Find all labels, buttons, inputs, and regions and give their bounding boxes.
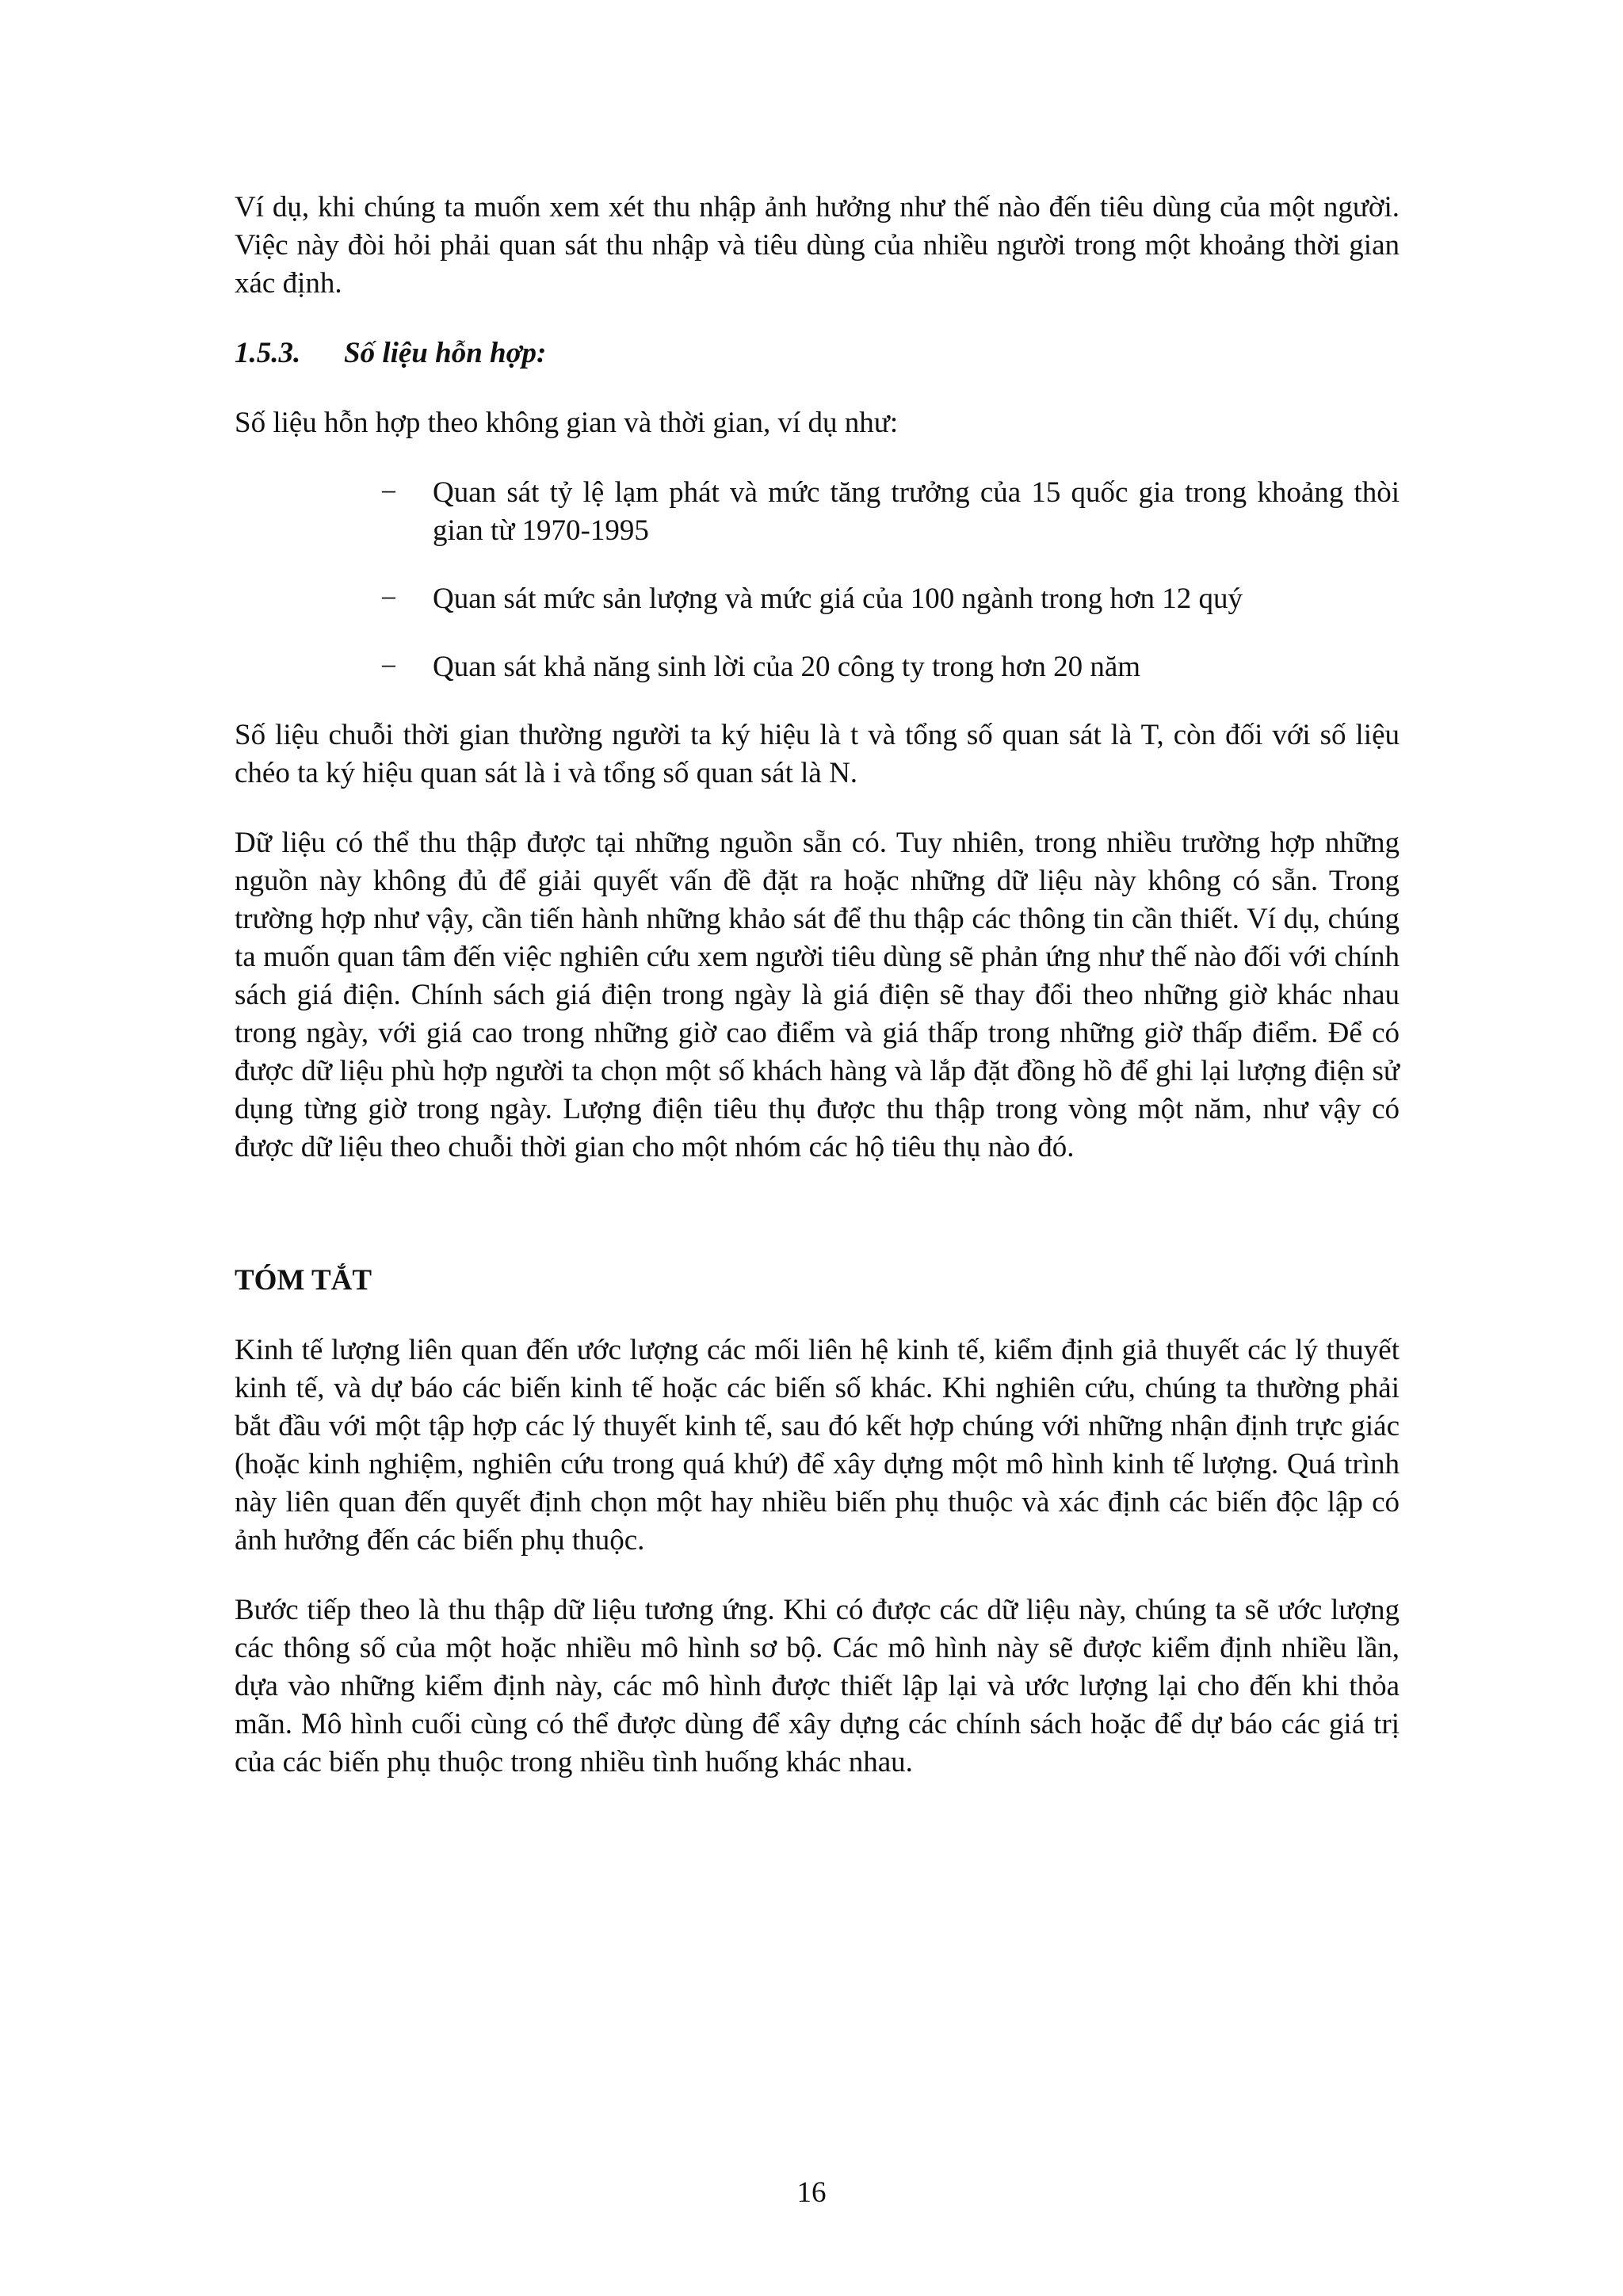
list-item [235, 474, 1400, 550]
bullet-dash: − [380, 583, 397, 615]
section-number: 1.5.3. [235, 337, 301, 369]
list-item [235, 580, 1400, 618]
summary-paragraph-2: Bước tiếp theo là thu thập dữ liệu tương ứng. Khi có được các dữ liệu này, chúng ta sẽ ước lượng các thông số của một hoặc nhiều mô hình sơ bộ. Các mô hình này sẽ được kiểm định nhiều lần, dựa vào những kiểm định này, các mô hình được thiết lập lại và ước lượng lại cho đến khi thỏa mãn. Mô hình cuối cùng có thể được dùng để xây dựng các chính sách hoặc để dự báo các giá trị của các biến phụ thuộc trong nhiều tình huống khác nhau. [235, 1594, 1400, 1778]
summary-paragraph-1: Kinh tế lượng liên quan đến ước lượng các mối liên hệ kinh tế, kiểm định giả thuyết các lý thuyết kinh tế, và dự báo các biến kinh tế hoặc các biến số khác. Khi nghiên cứu, chúng ta thường phải bắt đầu với một tập hợp các lý thuyết kinh tế, sau đó kết hợp chúng với những nhận định trực giác (hoặc kinh nghiệm, nghiên cứu trong quá khứ) để xây dựng một mô hình kinh tế lượng. Quá trình này liên quan đến quyết định chọn một hay nhiều biến phụ thuộc và xác định các biến độc lập có ảnh hưởng đến các biến phụ thuộc. [235, 1334, 1400, 1557]
list-item [235, 648, 1400, 686]
notation-paragraph: Số liệu chuỗi thời gian thường người ta ký hiệu là t và tổng số quan sát là T, còn đối với số liệu chéo ta ký hiệu quan sát là i và tổng số quan sát là N. [235, 719, 1400, 789]
bullet-text: Quan sát mức sản lượng và mức giá của 100 ngành trong hơn 12 quý [433, 583, 1243, 615]
section-lead-paragraph: Số liệu hỗn hợp theo không gian và thời gian, ví dụ như: [235, 407, 899, 439]
intro-paragraph: Ví dụ, khi chúng ta muốn xem xét thu nhập ảnh hưởng như thế nào đến tiêu dùng của một người. Việc này đòi hỏi phải quan sát thu nhập và tiêu dùng của nhiều người trong một khoảng thời gian xác định. [235, 191, 1400, 300]
bullet-text: Quan sát khả năng sinh lời của 20 công ty trong hơn 20 năm [433, 651, 1141, 683]
section-title: Số liệu hỗn hợp: [344, 337, 547, 369]
document-page [235, 189, 1400, 1782]
summary-heading: TÓM TẮT [235, 1264, 372, 1297]
bullet-dash: − [380, 651, 397, 683]
data-paragraph: Dữ liệu có thể thu thập được tại những nguồn sẵn có. Tuy nhiên, trong nhiều trường hợp những nguồn này không đủ để giải quyết vấn đề đặt ra hoặc những dữ liệu này không có sẵn. Trong trường hợp như vậy, cần tiến hành những khảo sát để thu thập các thông tin cần thiết. Ví dụ, chúng ta muốn quan tâm đến việc nghiên cứu xem người tiêu dùng sẽ phản ứng như thế nào đối với chính sách giá điện. Chính sách giá điện trong ngày là giá điện sẽ thay đổi theo những giờ khác nhau trong ngày, với giá cao trong những giờ cao điểm và giá thấp trong những giờ thấp điểm. Để có được dữ liệu phù hợp người ta chọn một số khách hàng và lắp đặt đồng hồ để ghi lại lượng điện sử dụng từng giờ trong ngày. Lượng điện tiêu thụ được thu thập trong vòng một năm, như vậy có được dữ liệu theo chuỗi thời gian cho một nhóm các hộ tiêu thụ nào đó. [235, 827, 1400, 1163]
page-number: 16 [796, 2176, 827, 2209]
bullet-list [235, 474, 1400, 686]
bullet-dash: − [380, 476, 397, 509]
section-heading [235, 334, 1400, 372]
bullet-text: Quan sát tỷ lệ lạm phát và mức tăng trưởng của 15 quốc gia trong khoảng thòi gian từ 1970-1995 [433, 476, 1400, 547]
